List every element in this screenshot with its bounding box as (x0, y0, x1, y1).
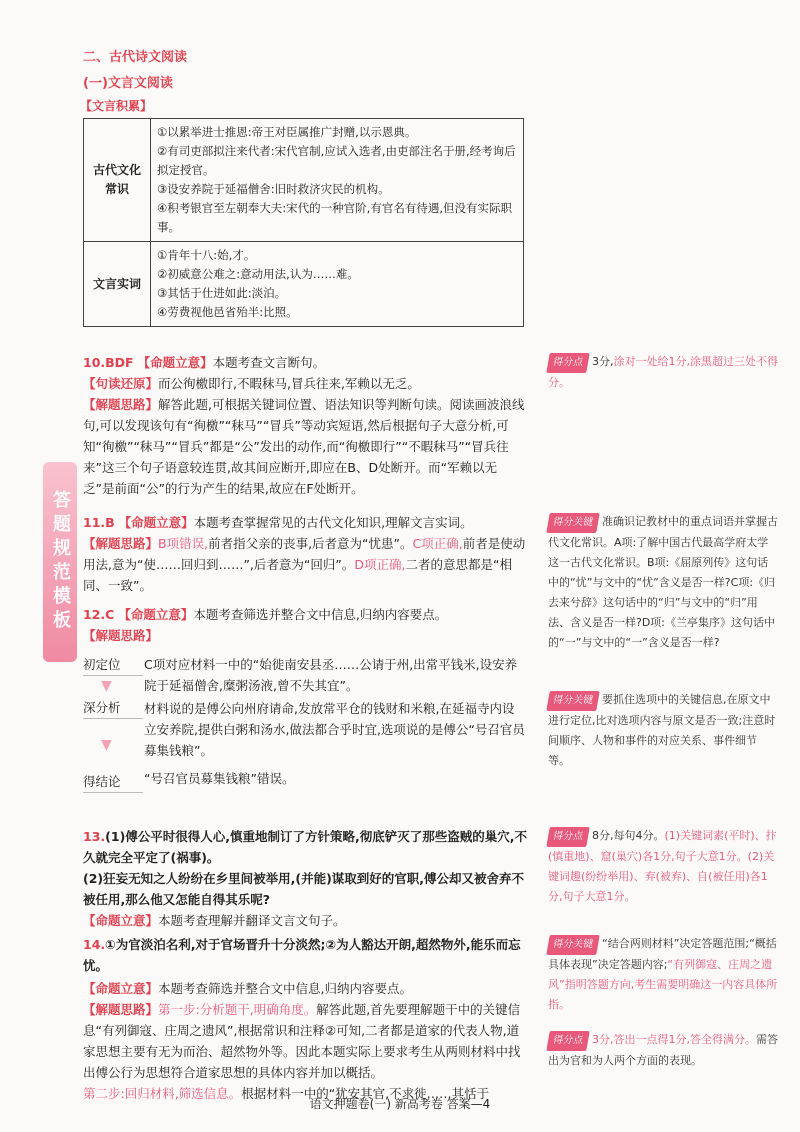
q11-tag-intent: 【命题立意】 (118, 515, 194, 530)
list-item: ①以累举进士推恩:帝王对臣属推广封赠,以示恩典。 (157, 125, 417, 139)
note-highlight: 3分,答出一点得1分,答全得满分。 (592, 1033, 756, 1046)
question-13 (83, 826, 528, 910)
side-note-q14 (548, 934, 778, 1015)
note-text: 要抓住选项中的关键信息,在原文中进行定位,比对选项内容与原文是否一致;注意时间顺序、人物和事件的对应关系、事件细节等。 (548, 693, 776, 767)
q11-tag-approach: 【解题思路】 (83, 536, 159, 551)
side-note-q11 (548, 512, 778, 653)
note-tag: 得分点 (546, 827, 590, 847)
q12-tag-intent: 【命题立意】 (118, 607, 194, 622)
q12-tag-approach: 【解题思路】 (83, 628, 159, 643)
q11-c-text: 前者是使动用法,意为“使……回归到……”,后者意为“回归”。 (83, 536, 526, 572)
note-text: 3分, (592, 355, 614, 368)
q12-step3-label: 得结论 (83, 771, 143, 793)
down-arrow-icon: ▼ (101, 678, 112, 694)
list-item: ②有司吏部拟注来代者:宋代官制,应试入选者,由吏部注名于册,经考询后拟定授官。 (157, 144, 516, 177)
question-12 (83, 604, 528, 646)
list-item: ③设安养院于延福僧舍:旧时救济灾民的机构。 (157, 182, 390, 196)
word-items (151, 242, 524, 327)
subsection-title: (一)文言文阅读 (83, 76, 173, 91)
question-11 (83, 512, 528, 596)
q13-number: 13. (83, 829, 106, 844)
list-item: ①肯年十八:始,才。 (157, 248, 256, 262)
q12-step1-text: C项对应材料一中的“始徙南安县丞……公请于州,出常平钱米,设安养院于延福僧舍,糜粥汤液,曾不失其宜”。 (144, 657, 518, 693)
culture-items (151, 119, 524, 242)
q10-answer: 10.BDF (83, 355, 134, 370)
q10-tag-intent: 【命题立意】 (137, 355, 213, 370)
q11-answer: 11.B (83, 515, 115, 530)
q11-c-mark: C项正确, (412, 536, 463, 551)
note-tag: 得分关键 (546, 513, 600, 533)
q10-tag-restore: 【句读还原】 (83, 376, 159, 391)
side-note-q13 (548, 826, 778, 907)
q10-tag-approach: 【解题思路】 (83, 397, 159, 412)
q12-answer: 12.C (83, 607, 115, 622)
q14-intent: 本题考查筛选并整合文中信息,归纳内容要点。 (158, 981, 412, 996)
q12-step3-text: “号召官员募集钱粮”错误。 (144, 771, 295, 786)
q14-tag-approach: 【解题思路】 (83, 1002, 159, 1017)
q12-intent: 本题考查筛选并整合文中信息,归纳内容要点。 (193, 607, 448, 622)
q14-detail (83, 978, 528, 1104)
note-text: 需答出为官和为人两个方面的表现。 (548, 1033, 778, 1067)
side-note-q10 (548, 352, 778, 393)
accum-label: 【文言积累】 (80, 99, 153, 113)
q11-b-text: 前者指父亲的丧事,后者意为“忧患”。 (208, 536, 413, 551)
q10-restore: 而公徇檄即行,不暇秣马,冒兵往来,军赖以无乏。 (158, 376, 420, 391)
side-note-q14-score (548, 1030, 778, 1071)
q13-intent: 本题考查理解并翻译文言文句子。 (158, 913, 346, 928)
accumulation-table (83, 118, 524, 327)
note-text: 8分,每句4分。 (592, 829, 665, 842)
q14-step1: 第一步:分析题干,明确角度。 (158, 1002, 317, 1017)
q14-number: 14. (83, 937, 106, 952)
q12-step1-label: 初定位 (83, 654, 143, 676)
q14-step1-text: 解答此题,首先要理解题干中的关键信息“有列御寇、庄周之遗风”,根据常识和注释②可知,二者都是道家的代表人物,道家思想主要有无为而治、超然物外等。因此本题实际上要求考生从两则材料中找出傅公行为思想符合道家思想的具体内容并加以概括。 (83, 1002, 521, 1080)
note-tag: 得分点 (546, 353, 590, 373)
q11-b-mark: B项错误, (158, 536, 209, 551)
note-tag: 得分点 (546, 1031, 590, 1051)
q14-step2-text: 根据材料一中的“犹安其官,不求徙……其恬于 (241, 1086, 490, 1101)
q13-intent-line (83, 910, 528, 931)
template-banner: 答题规范模板 (43, 462, 77, 662)
note-highlight: (1)关键词素(平时)、抃(慎重地)、窟(巢穴)各1分,句子大意1分。(2)关键词趣(纷纷举用)、弃(被弃)、自(被任用)各1分,句子大意1分。 (548, 829, 777, 903)
question-10 (83, 352, 528, 499)
q11-d-mark: D项正确, (354, 557, 406, 572)
question-14 (83, 934, 528, 976)
q13-answer-1: (1)傅公平时很得人心,慎重地制订了方针策略,彻底铲灭了那些盗贼的巢穴,不久就完全平定了(祸事)。 (83, 829, 528, 865)
q11-intent: 本题考查掌握常见的古代文化知识,理解文言实词。 (193, 515, 473, 530)
q14-step2: 第二步:回归材料,筛选信息。 (83, 1086, 242, 1101)
list-item: ④劳费视他邑省殆半:比照。 (157, 305, 298, 319)
q13-tag-intent: 【命题立意】 (83, 913, 159, 928)
note-highlight: 涂对一处给1分,涂黑超过三处不得分。 (548, 355, 778, 389)
category-culture: 古代文化常识 (84, 119, 151, 242)
section-title: 二、古代诗文阅读 (83, 50, 188, 65)
q14-tag-intent: 【命题立意】 (83, 981, 159, 996)
table-row (84, 119, 524, 242)
q11-d-text: 二者的意思都是“相同、一致”。 (83, 557, 512, 593)
list-item: ②初威意公难之:意动用法,认为……难。 (157, 267, 359, 281)
note-text: 准确识记教材中的重点词语并掌握古代文化常识。A项:了解中国古代最高学府太学这一古代文化常识。B项:《屈原列传》这句话中的“忧”与文中的“忧”含义是否一样?C项:《归去来兮辞》这句话中的“归”与文中的“归”用法、含义是否一样?D项:《兰亭集序》这句话中的“一”与文中的“一”含义是否一样? (548, 515, 778, 649)
table-row (84, 242, 524, 327)
down-arrow-icon: ▼ (101, 737, 112, 753)
list-item: ③其恬于仕进如此:淡泊。 (157, 286, 287, 300)
q14-answer: ①为官淡泊名利,对于官场晋升十分淡然;②为人豁达开朗,超然物外,能乐而忘忧。 (83, 937, 521, 973)
side-note-q12 (548, 690, 778, 771)
note-tag: 得分关键 (546, 691, 600, 711)
q12-steps (83, 654, 143, 793)
q10-intent: 本题考查文言断句。 (212, 355, 326, 370)
q13-answer-2: (2)狂妄无知之人纷纷在乡里间被举用,(并能)谋取到好的官职,傅公却又被舍弃不被任用,那么他又怎能自得其乐呢? (83, 871, 525, 907)
note-highlight: “有列御寇、庄周之遗风”指明答题方向,考生需要明确这一内容具体所指。 (548, 958, 778, 1011)
page-footer: 语文押题卷(一) 新高考卷 答案—4 (309, 1097, 491, 1111)
note-text: “结合两则材料”决定答题范围;“概括具体表现”决定答题内容; (548, 937, 777, 971)
q10-approach: 解答此题,可根据关键词位置、语法知识等判断句读。阅读画波浪线句,可以发现该句有“徇檄”“秣马”“冒兵”等动宾短语,然后根据句子大意分析,可知“徇檄”“秣马”“冒兵”都是“公”发出的动作,而“徇檄即行”“不暇秣马”“冒兵往来”这三个句子语意较连贯,故其间应断开,即应在B、D处断开。而“军赖以无乏”是前面“公”的行为产生的结果,故应在F处断开。 (83, 397, 525, 496)
list-item: ④积考银官至左朝奉大夫:宋代的一种官阶,有官名有待遇,但没有实际职事。 (157, 201, 512, 234)
note-tag: 得分关键 (546, 935, 600, 955)
category-words: 文言实词 (84, 242, 151, 327)
q12-step2-label: 深分析 (83, 697, 143, 719)
q12-step2-text: 材料说的是傅公向州府请命,发放常平仓的钱财和米粮,在延福寺内设立安养院,提供白粥和汤水,做法都合乎时宜,选项说的是傅公“号召官员募集钱粮”。 (144, 701, 525, 758)
